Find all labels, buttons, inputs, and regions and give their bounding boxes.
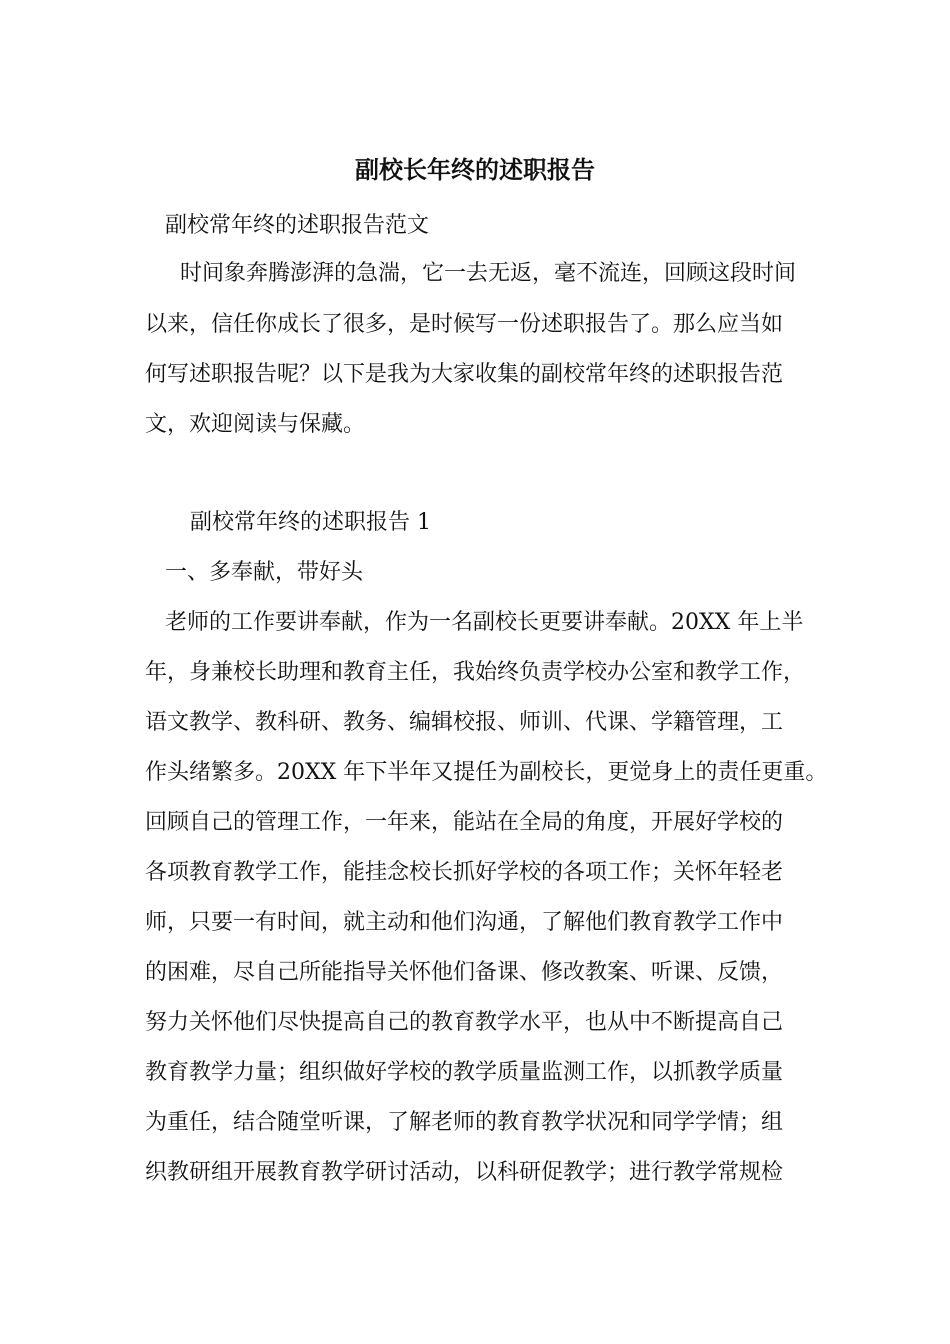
body-line: 作头绪繁多。20XX 年下半年又提任为副校长，更觉身上的责任更重。 <box>145 760 828 785</box>
intro-line: 以来，信任你成长了很多，是时候写一份述职报告了。那么应当如 <box>145 312 784 337</box>
body-line: 织教研组开展教育教学研讨活动，以科研促教学；进行教学常规检 <box>145 1160 784 1185</box>
document-subtitle: 副校常年终的述职报告范文 <box>165 213 430 238</box>
body-line: 的困难，尽自己所能指导关怀他们备课、修改教案、听课、反馈， <box>145 960 784 985</box>
intro-line: 何写述职报告呢？以下是我为大家收集的副校常年终的述职报告范 <box>145 362 784 387</box>
body-line: 年，身兼校长助理和教育主任，我始终负责学校办公室和教学工作， <box>145 660 806 685</box>
body-line: 语文教学、教科研、教务、编辑校报、师训、代课、学籍管理，工 <box>145 710 784 735</box>
section-subheading: 一、多奉献，带好头 <box>165 560 364 585</box>
intro-line: 文，欢迎阅读与保藏。 <box>145 412 366 437</box>
body-line: 努力关怀他们尽快提高自己的教育教学水平，也从中不断提高自己 <box>145 1010 784 1035</box>
body-line: 各项教育教学工作，能挂念校长抓好学校的各项工作；关怀年轻老 <box>145 860 784 885</box>
section-heading: 副校常年终的述职报告 1 <box>190 510 431 535</box>
body-line: 回顾自己的管理工作，一年来，能站在全局的角度，开展好学校的 <box>145 810 784 835</box>
body-line: 教育教学力量；组织做好学校的教学质量监测工作，以抓教学质量 <box>145 1060 784 1085</box>
document-title: 副校长年终的述职报告 <box>355 155 595 184</box>
body-line: 老师的工作要讲奉献，作为一名副校长更要讲奉献。20XX 年上半 <box>165 610 804 635</box>
body-line: 师，只要一有时间，就主动和他们沟通，了解他们教育教学工作中 <box>145 910 784 935</box>
body-line: 为重任，结合随堂听课，了解老师的教育教学状况和同学学情；组 <box>145 1110 784 1135</box>
intro-line: 时间象奔腾澎湃的急湍，它一去无返，毫不流连，回顾这段时间 <box>180 261 797 286</box>
